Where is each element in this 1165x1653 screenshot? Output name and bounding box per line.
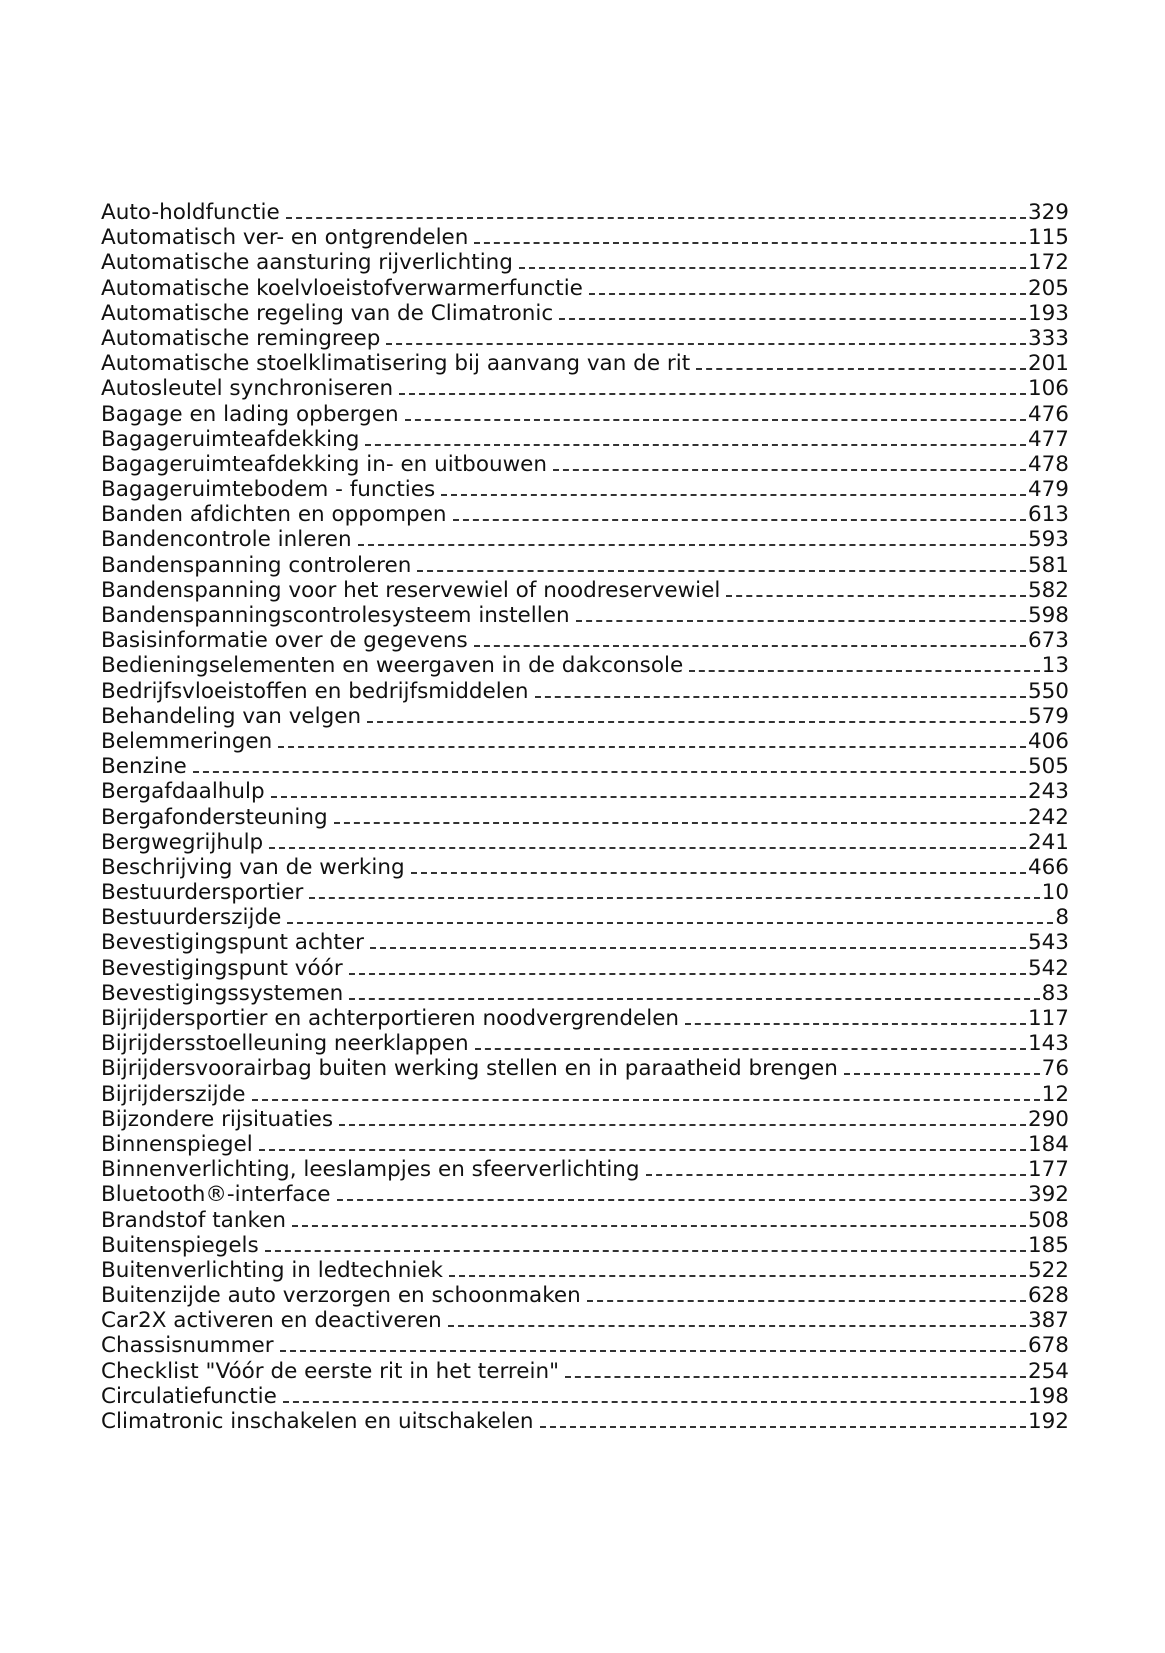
entry-term: Beschrijving van de werking xyxy=(101,854,405,880)
dot-leader xyxy=(448,1325,1026,1327)
index-entry xyxy=(101,805,1069,830)
entry-page-number: 205 xyxy=(1027,275,1069,301)
entry-term: Automatische remingreep xyxy=(101,325,381,351)
entry-page-number: 254 xyxy=(1027,1358,1069,1384)
index-entry xyxy=(101,981,1069,1006)
dot-leader xyxy=(449,1275,1026,1277)
entry-term: Bestuurderszijde xyxy=(101,905,282,931)
entry-term: Car2X activeren en deactiveren xyxy=(101,1308,442,1334)
index-entry xyxy=(101,1333,1069,1358)
entry-page-number: 106 xyxy=(1027,376,1069,402)
entry-term: Bevestigingspunt vóór xyxy=(101,955,343,981)
dot-leader xyxy=(576,620,1026,622)
index-entry xyxy=(101,1359,1069,1384)
index-entry xyxy=(101,930,1069,955)
index-entry xyxy=(101,1233,1069,1258)
dot-leader xyxy=(309,897,1039,899)
entry-term: Bagageruimteafdekking xyxy=(101,426,360,452)
index-entry xyxy=(101,830,1069,855)
entry-page-number: 628 xyxy=(1027,1283,1069,1309)
dot-leader xyxy=(441,494,1026,496)
index-entry xyxy=(101,402,1069,427)
index-entry xyxy=(101,351,1069,376)
entry-term: Brandstof tanken xyxy=(101,1207,286,1233)
entry-page-number: 117 xyxy=(1027,1006,1069,1031)
index-entry xyxy=(101,905,1069,930)
entry-term: Bijzondere rijsituaties xyxy=(101,1106,334,1132)
dot-leader xyxy=(689,670,1039,672)
entry-page-number: 406 xyxy=(1027,728,1069,754)
index-entry xyxy=(101,1132,1069,1157)
dot-leader xyxy=(286,217,1026,219)
dot-leader xyxy=(283,1401,1026,1403)
entry-page-number: 177 xyxy=(1027,1157,1069,1183)
index-entry xyxy=(101,225,1069,250)
index-entry xyxy=(101,704,1069,729)
entry-page-number: 582 xyxy=(1027,577,1069,603)
entry-page-number: 478 xyxy=(1027,451,1069,477)
index-entry xyxy=(101,553,1069,578)
entry-page-number: 243 xyxy=(1027,779,1069,805)
index-entry xyxy=(101,527,1069,552)
entry-page-number: 598 xyxy=(1027,603,1069,628)
dot-leader xyxy=(287,922,1053,924)
entry-page-number: 477 xyxy=(1027,426,1069,452)
index-entry xyxy=(101,502,1069,527)
entry-term: Bluetooth®-interface xyxy=(101,1182,331,1208)
entry-term: Bevestigingssystemen xyxy=(101,980,344,1006)
index-entry xyxy=(101,1308,1069,1333)
dot-leader xyxy=(685,1023,1026,1025)
index-list xyxy=(101,200,1069,1434)
dot-leader xyxy=(265,1250,1026,1252)
entry-page-number: 593 xyxy=(1027,527,1069,553)
index-entry xyxy=(101,779,1069,804)
entry-term: Banden afdichten en oppompen xyxy=(101,502,447,528)
dot-leader xyxy=(646,1174,1026,1176)
dot-leader xyxy=(411,872,1026,874)
entry-term: Benzine xyxy=(101,754,187,780)
entry-term: Circulatiefunctie xyxy=(101,1383,277,1409)
entry-page-number: 290 xyxy=(1027,1106,1069,1132)
dot-leader xyxy=(259,1149,1026,1151)
entry-page-number: 392 xyxy=(1027,1182,1069,1208)
dot-leader xyxy=(292,1225,1026,1227)
entry-term: Bagageruimteafdekking in- en uitbouwen xyxy=(101,451,548,477)
entry-term: Bergwegrijhulp xyxy=(101,829,264,855)
dot-leader xyxy=(334,822,1026,824)
entry-page-number: 678 xyxy=(1027,1333,1069,1359)
index-entry xyxy=(101,653,1069,678)
dot-leader xyxy=(553,469,1026,471)
entry-term: Climatronic inschakelen en uitschakelen xyxy=(101,1409,534,1434)
entry-page-number: 476 xyxy=(1027,401,1069,427)
dot-leader xyxy=(559,318,1026,320)
index-entry xyxy=(101,729,1069,754)
index-entry xyxy=(101,603,1069,628)
dot-leader xyxy=(417,570,1026,572)
entry-term: Checklist "Vóór de eerste rit in het terrein" xyxy=(101,1358,559,1384)
index-entry xyxy=(101,956,1069,981)
index-entry xyxy=(101,1031,1069,1056)
dot-leader xyxy=(565,1376,1026,1378)
entry-term: Bandenspanning controleren xyxy=(101,552,412,578)
entry-term: Auto-holdfunctie xyxy=(101,200,280,225)
entry-page-number: 193 xyxy=(1027,300,1069,326)
index-entry xyxy=(101,1409,1069,1434)
entry-term: Binnenverlichting, leeslampjes en sfeerverlichting xyxy=(101,1157,640,1183)
dot-leader xyxy=(696,368,1026,370)
dot-leader xyxy=(278,746,1026,748)
entry-page-number: 12 xyxy=(1041,1081,1069,1107)
entry-term: Bandencontrole inleren xyxy=(101,527,352,553)
dot-leader xyxy=(269,847,1026,849)
entry-term: Bijrijdersvoorairbag buiten werking stellen en in paraatheid brengen xyxy=(101,1056,838,1082)
dot-leader xyxy=(365,444,1026,446)
index-entry xyxy=(101,754,1069,779)
index-entry xyxy=(101,1283,1069,1308)
entry-page-number: 613 xyxy=(1027,502,1069,528)
entry-page-number: 83 xyxy=(1041,980,1069,1006)
entry-term: Chassisnummer xyxy=(101,1333,274,1359)
entry-page-number: 115 xyxy=(1027,225,1069,251)
dot-leader xyxy=(453,519,1026,521)
dot-leader xyxy=(519,267,1026,269)
index-entry xyxy=(101,628,1069,653)
entry-page-number: 76 xyxy=(1041,1056,1069,1082)
index-entry xyxy=(101,1056,1069,1081)
entry-term: Bestuurdersportier xyxy=(101,880,304,906)
entry-page-number: 8 xyxy=(1055,905,1069,931)
dot-leader xyxy=(280,1350,1026,1352)
entry-page-number: 13 xyxy=(1041,653,1069,679)
index-entry xyxy=(101,880,1069,905)
entry-term: Bergafdaalhulp xyxy=(101,779,265,805)
dot-leader xyxy=(726,595,1026,597)
dot-leader xyxy=(370,947,1026,949)
index-entry xyxy=(101,578,1069,603)
entry-term: Behandeling van velgen xyxy=(101,703,362,729)
dot-leader xyxy=(475,1048,1026,1050)
entry-page-number: 329 xyxy=(1027,200,1069,225)
entry-term: Bedieningselementen en weergaven in de dakconsole xyxy=(101,653,684,679)
dot-leader xyxy=(587,1300,1026,1302)
dot-leader xyxy=(589,293,1026,295)
dot-leader xyxy=(540,1426,1026,1428)
index-entry xyxy=(101,250,1069,275)
entry-page-number: 192 xyxy=(1027,1409,1069,1434)
entry-page-number: 198 xyxy=(1027,1383,1069,1409)
dot-leader xyxy=(367,721,1026,723)
index-entry xyxy=(101,679,1069,704)
entry-page-number: 479 xyxy=(1027,477,1069,503)
entry-term: Bandenspanning voor het reservewiel of noodreservewiel xyxy=(101,577,721,603)
entry-page-number: 201 xyxy=(1027,351,1069,377)
index-entry xyxy=(101,276,1069,301)
entry-page-number: 333 xyxy=(1027,325,1069,351)
index-entry xyxy=(101,1258,1069,1283)
entry-page-number: 579 xyxy=(1027,703,1069,729)
index-entry xyxy=(101,427,1069,452)
entry-page-number: 143 xyxy=(1027,1031,1069,1057)
entry-page-number: 10 xyxy=(1041,880,1069,906)
dot-leader xyxy=(349,998,1039,1000)
index-entry xyxy=(101,477,1069,502)
dot-leader xyxy=(474,645,1026,647)
entry-term: Automatische stoelklimatisering bij aanvang van de rit xyxy=(101,351,691,377)
entry-page-number: 185 xyxy=(1027,1232,1069,1258)
index-entry xyxy=(101,1006,1069,1031)
entry-term: Basisinformatie over de gegevens xyxy=(101,628,468,654)
index-entry xyxy=(101,1208,1069,1233)
index-entry xyxy=(101,200,1069,225)
index-entry xyxy=(101,1082,1069,1107)
entry-page-number: 522 xyxy=(1027,1257,1069,1283)
entry-term: Bijrijderszijde xyxy=(101,1081,246,1107)
entry-page-number: 241 xyxy=(1027,829,1069,855)
entry-term: Bijrijdersstoelleuning neerklappen xyxy=(101,1031,469,1057)
dot-leader xyxy=(337,1199,1026,1201)
entry-page-number: 242 xyxy=(1027,804,1069,830)
entry-term: Automatisch ver- en ontgrendelen xyxy=(101,225,469,251)
index-entry xyxy=(101,452,1069,477)
dot-leader xyxy=(386,343,1026,345)
entry-term: Binnenspiegel xyxy=(101,1131,253,1157)
entry-page-number: 508 xyxy=(1027,1207,1069,1233)
index-entry xyxy=(101,326,1069,351)
entry-term: Bagageruimtebodem - functies xyxy=(101,477,436,503)
entry-page-number: 581 xyxy=(1027,552,1069,578)
entry-term: Bijrijdersportier en achterportieren noodvergrendelen xyxy=(101,1006,680,1031)
entry-term: Bergafondersteuning xyxy=(101,804,328,830)
index-entry xyxy=(101,1182,1069,1207)
entry-page-number: 673 xyxy=(1027,628,1069,654)
entry-term: Automatische regeling van de Climatronic xyxy=(101,300,554,326)
dot-leader xyxy=(339,1124,1026,1126)
entry-term: Automatische aansturing rijverlichting xyxy=(101,250,513,276)
index-entry xyxy=(101,1157,1069,1182)
entry-page-number: 550 xyxy=(1027,678,1069,704)
entry-term: Bedrijfsvloeistoffen en bedrijfsmiddelen xyxy=(101,678,529,704)
entry-term: Bagage en lading opbergen xyxy=(101,401,399,427)
entry-page-number: 387 xyxy=(1027,1308,1069,1334)
entry-term: Buitenverlichting in ledtechniek xyxy=(101,1257,443,1283)
entry-term: Bevestigingspunt achter xyxy=(101,930,364,956)
dot-leader xyxy=(844,1073,1040,1075)
entry-page-number: 184 xyxy=(1027,1131,1069,1157)
entry-term: Buitenspiegels xyxy=(101,1232,259,1258)
entry-term: Belemmeringen xyxy=(101,728,273,754)
dot-leader xyxy=(535,696,1026,698)
dot-leader xyxy=(193,771,1026,773)
dot-leader xyxy=(399,393,1026,395)
entry-term: Autosleutel synchroniseren xyxy=(101,376,394,402)
entry-page-number: 542 xyxy=(1027,955,1069,981)
dot-leader xyxy=(252,1099,1040,1101)
dot-leader xyxy=(405,419,1026,421)
entry-term: Bandenspanningscontrolesysteem instellen xyxy=(101,603,570,628)
entry-term: Buitenzijde auto verzorgen en schoonmaken xyxy=(101,1283,581,1309)
dot-leader xyxy=(349,973,1026,975)
index-entry xyxy=(101,376,1069,401)
index-entry xyxy=(101,1384,1069,1409)
entry-page-number: 172 xyxy=(1027,250,1069,276)
entry-page-number: 543 xyxy=(1027,930,1069,956)
index-entry xyxy=(101,855,1069,880)
index-entry xyxy=(101,1107,1069,1132)
entry-page-number: 505 xyxy=(1027,754,1069,780)
entry-term: Automatische koelvloeistofverwarmerfunctie xyxy=(101,275,583,301)
entry-page-number: 466 xyxy=(1027,854,1069,880)
index-entry xyxy=(101,301,1069,326)
dot-leader xyxy=(474,242,1026,244)
dot-leader xyxy=(358,544,1026,546)
dot-leader xyxy=(271,796,1026,798)
